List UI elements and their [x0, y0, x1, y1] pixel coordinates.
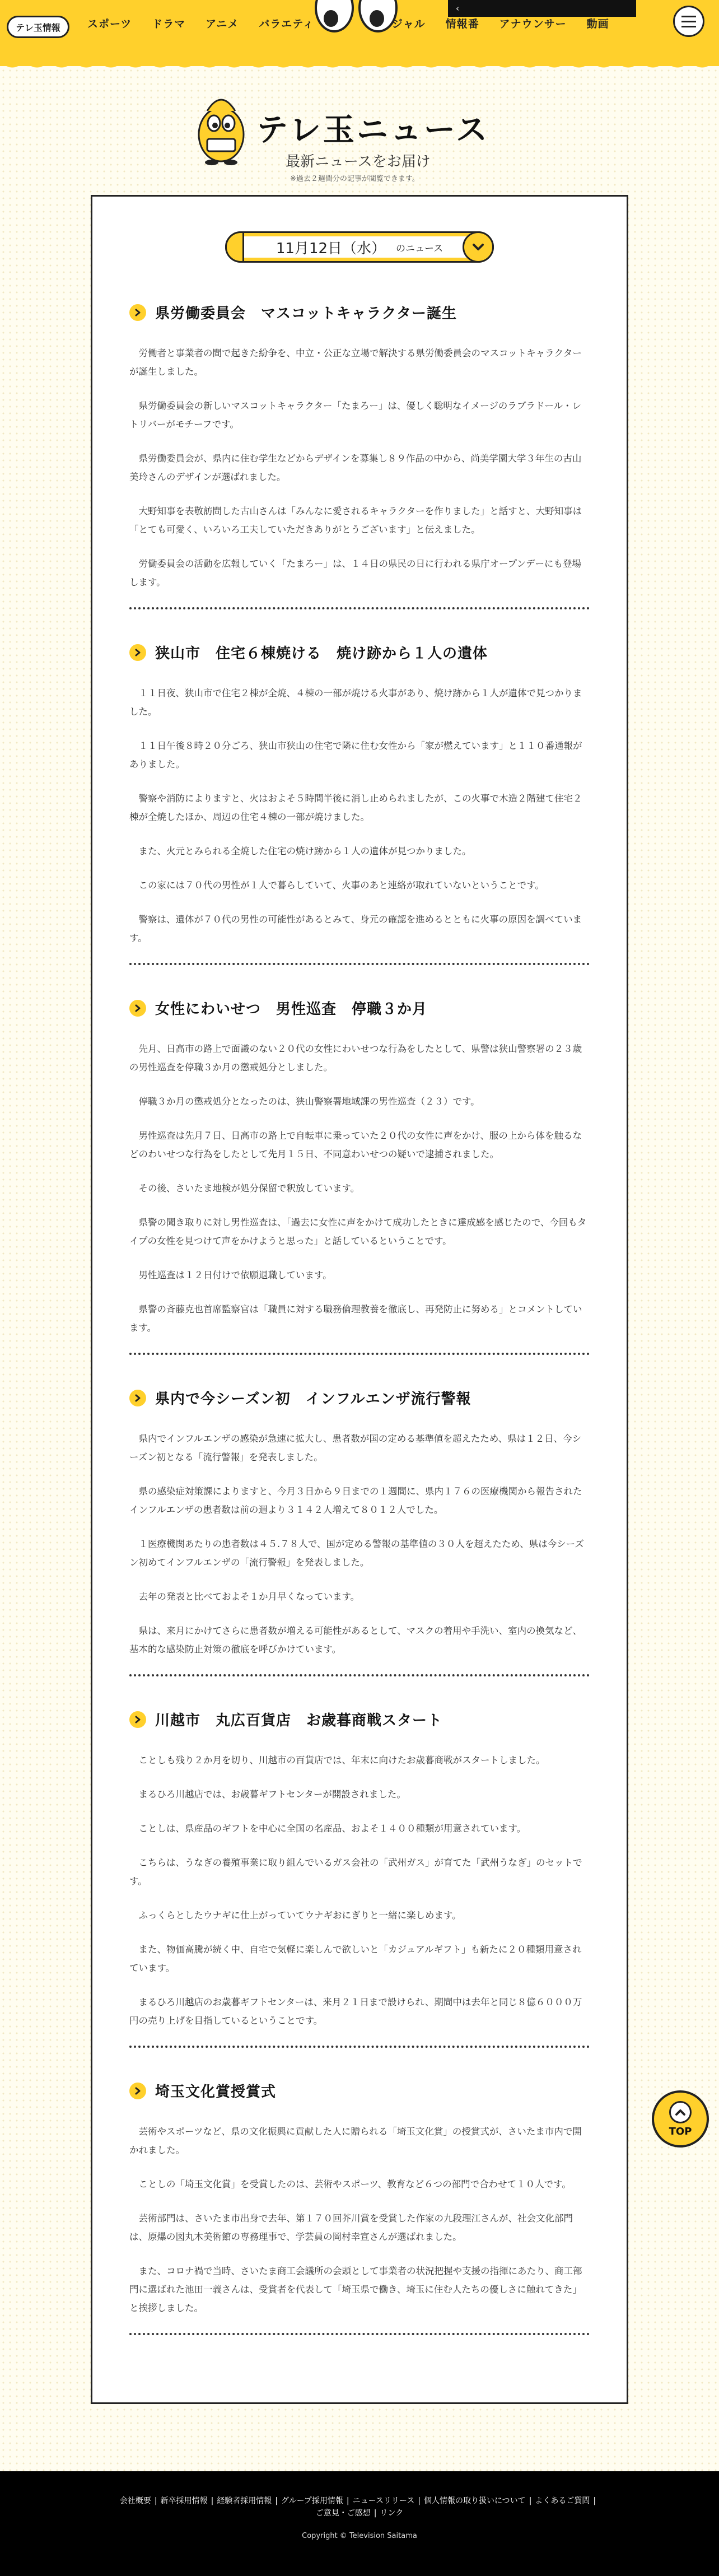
- footer-link[interactable]: ご意見・ご感想: [315, 2509, 371, 2518]
- article-paragraph: 警察は、遺体が７０代の男性の可能性があるとみて、身元の確認を進めるとともに火事の原因を調べています。: [129, 914, 582, 943]
- article-paragraph: まるひろ川越店のお歳暮ギフトセンターは、来月２１日まで設けられ、期間中は去年と同じ８億６０００万円の売り上げを目指しているということです。: [129, 1997, 582, 2026]
- footer-separator: |: [346, 2496, 349, 2505]
- article-header: [129, 642, 590, 663]
- news-container: [91, 195, 628, 2404]
- article-paragraph: 県労働委員会の新しいマスコットキャラクター「たまろー」は、優しく聡明なイメージのラブラドール・レトリバーがモチーフです。: [129, 400, 582, 430]
- date-selector-left-cap: [225, 231, 244, 263]
- news-article: [129, 998, 590, 1355]
- article-header: [129, 1709, 590, 1730]
- article-paragraph: 県警の斉藤克也首席監察官は「職員に対する職務倫理教養を徹底し、再発防止に努める」とコメントしています。: [129, 1304, 582, 1333]
- nav-item-new-programs[interactable]: 情報番: [445, 18, 479, 30]
- article-paragraph: １１日夜、狭山市で住宅２棟が全焼、４棟の一部が焼ける火事があり、焼け跡から１人が遺体で見つかりました。: [129, 688, 582, 717]
- article-paragraph: 県警の聞き取りに対し男性巡査は、「過去に女性に声をかけて成功したときに達成感を感じたので、今回もタイプの女性を見つけて声をかけようと思った」と話しているということです。: [129, 1217, 587, 1246]
- article-title: 川越市 丸広百貨店 お歳暮商戦スタート: [155, 1712, 443, 1729]
- article-title: 狭山市 住宅６棟焼ける 焼け跡から１人の遺体: [155, 645, 488, 662]
- article-paragraph: ふっくらとしたウナギに仕上がっていてウナギおにぎりと一緒に楽しめます。: [138, 1910, 461, 1921]
- article-header: [129, 2080, 590, 2101]
- article-paragraph: 芸術やスポーツなど、県の文化振興に貢献した人に贈られる「埼玉文化賞」の授賞式が、さいたま市内で開かれました。: [129, 2126, 582, 2155]
- footer-link[interactable]: 個人情報の取り扱いについて: [423, 2496, 526, 2505]
- article-divider: [129, 2333, 590, 2335]
- archive-note: ※過去２週間分の記事が閲覧できます。: [290, 175, 419, 183]
- article-header: [129, 998, 590, 1018]
- article-paragraph: 大野知事を表敬訪問した古山さんは「みんなに愛されるキャラクターを作りました」と話すと、大野知事は「とても可愛く、いろいろ工夫していただきありがとうございます」と伝えました。: [129, 506, 582, 535]
- nav-right: [392, 16, 609, 31]
- article-paragraph: ことしも残り２か月を切り、川越市の百貨店では、年末に向けたお歳暮商戦がスタートしました。: [138, 1755, 545, 1766]
- nav-item-announcer[interactable]: アナウンサー: [499, 18, 567, 30]
- chevron-right-icon: [129, 644, 146, 661]
- news-article: [129, 1709, 590, 2048]
- footer-separator: |: [154, 2496, 157, 2505]
- news-article: [129, 302, 590, 609]
- arrow-up-icon: [669, 2101, 692, 2123]
- nav-item-drama[interactable]: ドラマ: [152, 18, 186, 30]
- article-divider: [129, 963, 590, 965]
- article-paragraph: また、物価高騰が続く中、自宅で気軽に楽しんで欲しいと「カジュアルギフト」も新たに２０種類用意されています。: [129, 1944, 582, 1973]
- site-footer: [0, 2471, 719, 2576]
- chevron-right-icon: [129, 2083, 146, 2099]
- footer-link[interactable]: ニュースリリース: [352, 2496, 415, 2505]
- header-topbar[interactable]: [448, 0, 636, 17]
- article-header: [129, 302, 590, 323]
- nav-item-genre[interactable]: ジャル: [392, 18, 426, 30]
- footer-separator: |: [373, 2509, 377, 2518]
- chevron-right-icon: [129, 1390, 146, 1406]
- footer-link[interactable]: リンク: [380, 2509, 404, 2518]
- article-paragraph: 男性巡査は先月７日、日高市の路上で自転車に乗っていた２０代の女性に声をかけ、服の上から体を触るなどのわいせつな行為をしたとして先月１５日、不同意わいせつの疑いで逮捕されました。: [129, 1130, 582, 1159]
- article-paragraph: こちらは、うなぎの養殖事業に取り組んでいるガス会社の「武州ガス」が育てた「武州うなぎ」のセットです。: [129, 1857, 582, 1886]
- article-paragraph: まるひろ川越店では、お歳暮ギフトセンターが開設されました。: [138, 1789, 406, 1800]
- article-divider: [129, 607, 590, 609]
- article-paragraph: 先月、日高市の路上で面識のない２０代の女性にわいせつな行為をしたとして、県警は狭山警察署の２３歳の男性巡査を停職３か月の懲戒処分としました。: [129, 1044, 582, 1073]
- page-hero: [0, 66, 719, 195]
- article-paragraph: １医療機関あたりの患者数は４５.７８人で、国が定める警報の基準値の３０人を超えたため、県は今シーズン初めてインフルエンザの「流行警報」を発表しました。: [129, 1539, 584, 1568]
- chevron-right-icon: [129, 1711, 146, 1728]
- article-paragraph: 去年の発表と比べておよそ１か月早くなっています。: [138, 1591, 360, 1602]
- footer-separator: |: [593, 2496, 596, 2505]
- page-subtitle: 最新ニュースをお届け: [286, 153, 431, 170]
- nav-item-video[interactable]: 動画: [586, 18, 609, 30]
- chevron-down-icon[interactable]: [463, 231, 494, 263]
- nav-left: [87, 16, 314, 31]
- article-paragraph: 男性巡査は１２日付けで依願退職しています。: [138, 1270, 332, 1280]
- site-logo[interactable]: [7, 10, 74, 44]
- article-paragraph: この家には７０代の男性が１人で暮らしていて、火事のあと連絡が取れていないということです。: [138, 880, 544, 891]
- nav-item-sports[interactable]: スポーツ: [87, 18, 132, 30]
- menu-line-icon: [681, 16, 696, 17]
- article-paragraph: 県労働委員会が、県内に住む学生などからデザインを募集し８９作品の中から、尚美学園大学３年生の古山美玲さんのデザインが選ばれました。: [129, 453, 582, 482]
- article-title: 県内で今シーズン初 インフルエンザ流行警報: [155, 1391, 471, 1408]
- article-paragraph: 労働委員会の活動を広報していく「たまろー」は、１４日の県民の日に行われる県庁オープンデーにも登場します。: [129, 558, 582, 588]
- nav-item-anime[interactable]: アニメ: [206, 18, 239, 30]
- footer-link[interactable]: 新卒採用情報: [160, 2496, 208, 2505]
- date-suffix: のニュース: [396, 243, 443, 254]
- article-paragraph: ことしは、県産品のギフトを中心に全国の名産品、およそ１４００種類が用意されています。: [138, 1823, 526, 1834]
- article-title: 埼玉文化賞授賞式: [155, 2084, 277, 2100]
- article-paragraph: 県内でインフルエンザの感染が急速に拡大し、患者数が国の定める基準値を超えたため、県は１２日、今シーズン初となる「流行警報」を発表しました。: [129, 1433, 582, 1462]
- article-paragraph: ことしの「埼玉文化賞」を受賞したのは、芸術やスポーツ、教育など６つの部門で合わせて１０人です。: [138, 2179, 571, 2190]
- article-paragraph: また、コロナ禍で当時、さいたま商工会議所の会頭として事業者の状況把握や支援の指揮にあたり、商工部門に選ばれた池田一義さんは、受賞者を代表して「埼玉県で働き、埼玉に住む人たちの優しさに触れてきた」と挨拶しました。: [129, 2266, 582, 2313]
- article-paragraph: その後、さいたま地検が処分保留で釈放しています。: [138, 1183, 360, 1194]
- news-article: [129, 2080, 590, 2335]
- hamburger-menu-button[interactable]: [673, 6, 704, 37]
- article-title: 県労働委員会 マスコットキャラクター誕生: [155, 305, 457, 322]
- article-paragraph: 県は、来月にかけてさらに患者数が増える可能性があるとして、マスクの着用や手洗い、室内の換気など、基本的な感染防止対策の徹底を呼びかけています。: [129, 1625, 582, 1655]
- footer-separator: |: [418, 2496, 421, 2505]
- footer-link[interactable]: グループ採用情報: [281, 2496, 343, 2505]
- article-title: 女性にわいせつ 男性巡査 停職３か月: [155, 1001, 428, 1018]
- back-to-top-button[interactable]: [652, 2090, 709, 2148]
- news-article: [129, 642, 590, 965]
- article-paragraph: 芸術部門は、さいたま市出身で去年、第１７０回芥川賞を受賞した作家の九段理江さんが、社会文化部門は、原爆の図丸木美術館の専務理事で、学芸員の岡村幸宣さんが選ばれました。: [129, 2213, 573, 2242]
- article-paragraph: 県の感染症対策課によりますと、今月３日から９日までの１週間に、県内１７６の医療機関から報告されたインフルエンザの患者数は前の週より３１４２人増えて８０１２人でした。: [129, 1486, 582, 1515]
- article-paragraph: 労働者と事業者の間で起きた紛争を、中立・公正な立場で解決する県労働委員会のマスコットキャラクターが誕生しました。: [129, 348, 582, 377]
- menu-line-icon: [681, 26, 696, 27]
- footer-separator: |: [275, 2496, 278, 2505]
- article-divider: [129, 2046, 590, 2048]
- nav-item-variety[interactable]: バラエティ: [259, 18, 314, 30]
- footer-separator: |: [529, 2496, 532, 2505]
- footer-link[interactable]: 経験者採用情報: [217, 2496, 272, 2505]
- mascot-icon: [190, 88, 252, 167]
- article-paragraph: １１日午後８時２０分ごろ、狭山市狭山の住宅で隣に住む女性から「家が燃えています」と１１０番通報がありました。: [129, 740, 582, 770]
- footer-link[interactable]: 会社概要: [119, 2496, 151, 2505]
- article-header: [129, 1387, 590, 1408]
- footer-links: [119, 2495, 600, 2519]
- topbar-back-icon: ‹: [456, 3, 459, 13]
- article-list: [129, 302, 590, 2335]
- article-paragraph: 停職３か月の懲戒処分となったのは、狭山警察署地域課の男性巡査（２３）です。: [138, 1096, 480, 1107]
- article-divider: [129, 1353, 590, 1355]
- news-article: [129, 1387, 590, 1676]
- article-divider: [129, 1674, 590, 1676]
- footer-link[interactable]: よくあるご質問: [535, 2496, 590, 2505]
- logo-text: テレ玉情報: [7, 16, 69, 38]
- mascot-eyes-decoration: [315, 0, 399, 35]
- back-to-top-label: TOP: [669, 2125, 692, 2137]
- article-paragraph: また、火元とみられる全焼した住宅の焼け跡から１人の遺体が見つかりました。: [138, 846, 471, 856]
- copyright: Copyright © Television Saitama: [302, 2532, 417, 2540]
- date-selector[interactable]: [225, 231, 494, 263]
- selected-date: 11月12日（水）: [276, 240, 386, 257]
- article-paragraph: 警察や消防によりますと、火はおよそ５時間半後に消し止められましたが、この火事で木造２階建て住宅２棟が全焼したほか、周辺の住宅４棟の一部が焼けました。: [129, 793, 582, 822]
- chevron-right-icon: [129, 1000, 146, 1017]
- menu-line-icon: [681, 21, 696, 22]
- site-header: [0, 0, 719, 66]
- footer-separator: |: [211, 2496, 214, 2505]
- chevron-right-icon: [129, 304, 146, 321]
- page-title: テレ玉ニュース: [256, 112, 490, 148]
